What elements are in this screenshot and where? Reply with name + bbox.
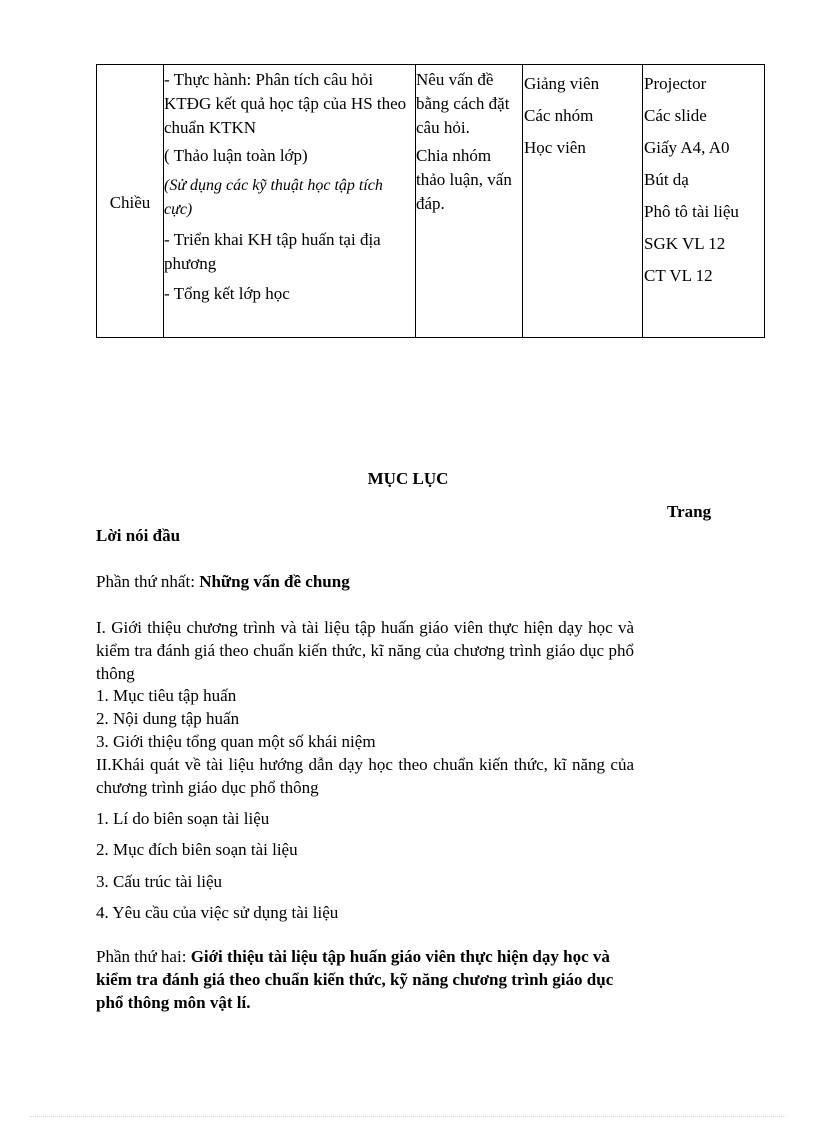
resource-item: Bút dạ <box>644 170 689 189</box>
part2-prefix: Phần thứ hai: <box>96 947 187 966</box>
participant-item: Các nhóm <box>524 106 594 125</box>
participants-cell <box>523 65 643 338</box>
toc-section2-heading: II.Khái quát về tài liệu hướng dẫn dạy học theo chuẩn kiến thức, kĩ năng của chương trình giáo dục phổ thông <box>96 755 634 797</box>
resource-item: Projector <box>644 74 707 93</box>
toc-item: 1. Lí do biên soạn tài liệu <box>96 809 270 828</box>
toc-item: 2. Nội dung tập huấn <box>96 709 240 728</box>
activity-technique: (Sử dụng các kỹ thuật học tập tích cực) <box>164 177 383 218</box>
toc-title: MỤC LỤC <box>367 469 449 488</box>
table-row <box>97 65 765 338</box>
toc-item: 1. Mục tiêu tập huấn <box>96 686 237 705</box>
activity-summary: - Tổng kết lớp học <box>164 284 290 303</box>
activities-cell <box>164 65 416 338</box>
session-label: Chiều <box>109 192 151 212</box>
toc-item: 3. Giới thiệu tổng quan một số khái niệm <box>96 732 376 751</box>
page-divider <box>30 1116 786 1117</box>
resource-item: SGK VL 12 <box>644 234 726 253</box>
toc-item: 4. Yêu cầu của việc sử dụng tài liệu <box>96 903 339 922</box>
activity-discussion: ( Thảo luận toàn lớp) <box>164 146 308 165</box>
resources-cell <box>643 65 765 338</box>
training-schedule-table <box>96 64 765 338</box>
session-cell <box>97 65 164 338</box>
participant-item: Giảng viên <box>524 74 600 93</box>
participant-item: Học viên <box>524 138 586 157</box>
resource-item: Giấy A4, A0 <box>644 138 730 157</box>
method-question: Nêu vấn đề bằng cách đặt câu hỏi. <box>416 70 510 137</box>
methods-cell <box>416 65 523 338</box>
part2-title: Giới thiệu tài liệu tập huấn giáo viên thực hiện dạy học và kiểm tra đánh giá theo chuẩn kiến thức, kỹ năng chương trình giáo dục phổ thông môn vật lí. <box>96 947 614 1012</box>
toc-preface: Lời nói đầu <box>96 526 181 545</box>
part1-title: Những vấn đề chung <box>199 572 350 591</box>
part1-prefix: Phần thứ nhất: <box>96 572 195 591</box>
toc-item: 2. Mục đích biên soạn tài liệu <box>96 840 298 859</box>
resource-item: CT VL 12 <box>644 266 713 285</box>
method-group: Chia nhóm thảo luận, vấn đáp. <box>416 146 512 213</box>
toc-item: 3. Cấu trúc tài liệu <box>96 872 223 891</box>
activity-practice: - Thực hành: Phân tích câu hỏi KTĐG kết quả học tập của HS theo chuẩn KTKN <box>164 70 407 137</box>
resource-item: Các slide <box>644 106 707 125</box>
toc-section1-heading: I. Giới thiệu chương trình và tài liệu tập huấn giáo viên thực hiện dạy học và kiểm tra đánh giá theo chuẩn kiến thức, kĩ năng của chương trình giáo dục phổ thông <box>96 618 634 683</box>
toc-part1 <box>96 570 350 593</box>
resource-item: Phô tô tài liệu <box>644 202 739 221</box>
toc-page-label: Trang <box>667 502 712 521</box>
toc-part2 <box>96 945 616 1014</box>
activity-deploy: - Triển khai KH tập huấn tại địa phương <box>164 230 381 273</box>
